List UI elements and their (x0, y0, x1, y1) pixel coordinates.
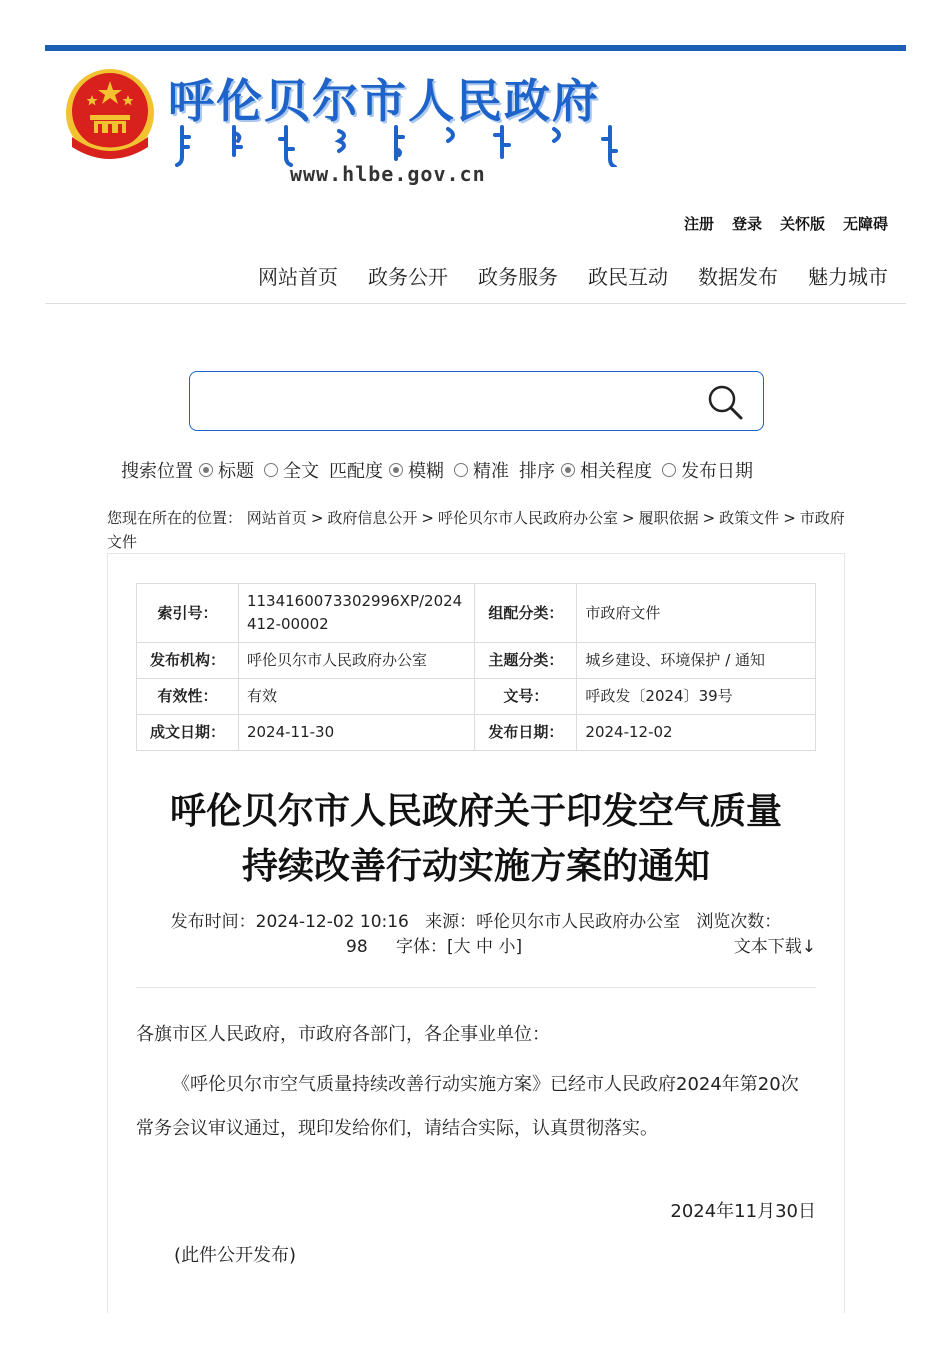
breadcrumb-item[interactable]: 履职依据 (638, 509, 699, 527)
login-link[interactable]: 登录 (731, 215, 762, 233)
table-row (137, 643, 816, 679)
publish-time: 2024-12-02 10:16 (255, 912, 409, 932)
table-row (137, 679, 816, 715)
search-options (121, 457, 763, 483)
source-value: 呼伦贝尔市人民政府办公室 (476, 912, 681, 932)
radio-unchecked-icon (662, 463, 676, 477)
radio-unchecked-icon (264, 463, 278, 477)
radio-exact-label: 精准 (473, 461, 509, 482)
breadcrumb-separator: > (421, 509, 434, 527)
breadcrumb-item[interactable]: 呼伦贝尔市人民政府办公室 (437, 509, 618, 527)
nav-interaction[interactable]: 政民互动 (588, 265, 668, 289)
search-icon[interactable] (705, 382, 745, 422)
nav-charming-city[interactable]: 魅力城市 (808, 265, 888, 289)
radio-unchecked-icon (454, 463, 468, 477)
radio-fuzzy[interactable] (389, 457, 444, 483)
radio-pubdate[interactable] (662, 457, 753, 483)
accessibility-link[interactable]: 无障碍 (842, 215, 888, 233)
breadcrumb-item[interactable]: 网站首页 (246, 509, 307, 527)
index-label: 索引号： (137, 584, 239, 643)
breadcrumb-separator: > (702, 509, 716, 527)
publish-time-label: 发布时间： (170, 912, 256, 932)
topic-value: 城乡建设、环境保护 / 通知 (577, 643, 816, 679)
search-position-label: 搜索位置 (121, 461, 193, 482)
created-date-label: 成文日期： (137, 715, 239, 751)
radio-fulltext-label: 全文 (283, 461, 319, 482)
breadcrumb-separator: > (622, 509, 635, 527)
radio-relevance[interactable] (561, 457, 652, 483)
search-box (189, 371, 764, 431)
radio-title[interactable] (199, 457, 254, 483)
site-logo[interactable] (62, 65, 632, 190)
publish-date-label: 发布日期： (475, 715, 577, 751)
radio-relevance-label: 相关程度 (580, 461, 652, 482)
nav-data-release[interactable]: 数据发布 (698, 265, 778, 289)
register-link[interactable]: 注册 (683, 215, 714, 233)
publisher-value: 呼伦贝尔市人民政府办公室 (238, 643, 474, 679)
match-label: 匹配度 (329, 461, 383, 482)
search-input[interactable] (202, 382, 692, 420)
category-label: 组配分类： (475, 584, 577, 643)
index-value: 1134160073302996XP/2024412-00002 (238, 584, 474, 643)
validity-value: 有效 (238, 679, 474, 715)
radio-checked-icon (389, 463, 403, 477)
document-meta-table (136, 583, 816, 751)
table-row (137, 715, 816, 751)
validity-label: 有效性： (137, 679, 239, 715)
sort-label: 排序 (519, 461, 555, 482)
care-version-link[interactable]: 关怀版 (779, 215, 825, 233)
views-count: 98 (346, 937, 368, 957)
radio-checked-icon (199, 463, 213, 477)
top-accent-bar (45, 45, 906, 51)
site-url: www.hlbe.gov.cn (290, 162, 486, 186)
utility-links (684, 213, 888, 234)
breadcrumb-prefix: 您现在所在的位置： (107, 509, 243, 527)
signature-date: 2024年11月30日 (670, 1201, 816, 1222)
docno-value: 呼政发〔2024〕39号 (577, 679, 816, 715)
info-divider (136, 987, 816, 988)
document-title-line: 呼伦贝尔市人民政府关于印发空气质量 (169, 791, 782, 832)
document-body (136, 1020, 816, 1151)
category-value: 市政府文件 (577, 584, 816, 643)
breadcrumb-separator: > (783, 509, 796, 527)
nav-home[interactable]: 网站首页 (258, 265, 338, 289)
nav-divider (45, 303, 906, 304)
radio-pubdate-label: 发布日期 (681, 461, 753, 482)
table-row (137, 584, 816, 643)
publisher-label: 发布机构： (137, 643, 239, 679)
views-label: 浏览次数： (696, 912, 782, 932)
mongolian-script-title (174, 123, 624, 167)
nav-government-services[interactable]: 政务服务 (478, 265, 558, 289)
topic-label: 主题分类： (475, 643, 577, 679)
text-download-link[interactable]: 文本下载↓ (733, 937, 816, 957)
font-size-controls[interactable]: [大 中 小] (447, 937, 523, 957)
breadcrumb-separator: > (310, 509, 324, 527)
radio-title-label: 标题 (218, 461, 254, 482)
breadcrumb-item[interactable]: 市政府文件 (107, 509, 845, 551)
document-title (136, 784, 816, 894)
radio-fulltext[interactable] (264, 457, 319, 483)
radio-checked-icon (561, 463, 575, 477)
body-paragraph: 《呼伦贝尔市空气质量持续改善行动实施方案》已经市人民政府2024年第20次常务会议审议通过，现印发给你们，请结合实际，认真贯彻落实。 (136, 1074, 799, 1139)
salutation: 各旗市区人民政府，市政府各部门，各企事业单位： (136, 1024, 550, 1045)
radio-fuzzy-label: 模糊 (408, 461, 444, 482)
breadcrumb-item[interactable]: 政策文件 (719, 509, 780, 527)
source-label: 来源： (425, 912, 477, 932)
nav-government-affairs[interactable]: 政务公开 (368, 265, 448, 289)
breadcrumb (107, 506, 847, 554)
main-nav (258, 261, 888, 290)
radio-exact[interactable] (454, 457, 509, 483)
breadcrumb-item[interactable]: 政府信息公开 (327, 509, 418, 527)
font-size-label: 字体： (396, 937, 447, 957)
public-release-note: (此件公开发布) (174, 1245, 297, 1266)
national-emblem-icon (62, 67, 158, 167)
site-title: 呼伦贝尔市人民政府 (168, 74, 600, 128)
document-title-line: 持续改善行动实施方案的通知 (241, 846, 710, 887)
publish-date-value: 2024-12-02 (577, 715, 816, 751)
document-info (136, 910, 816, 960)
docno-label: 文号： (475, 679, 577, 715)
created-date-value: 2024-11-30 (238, 715, 474, 751)
